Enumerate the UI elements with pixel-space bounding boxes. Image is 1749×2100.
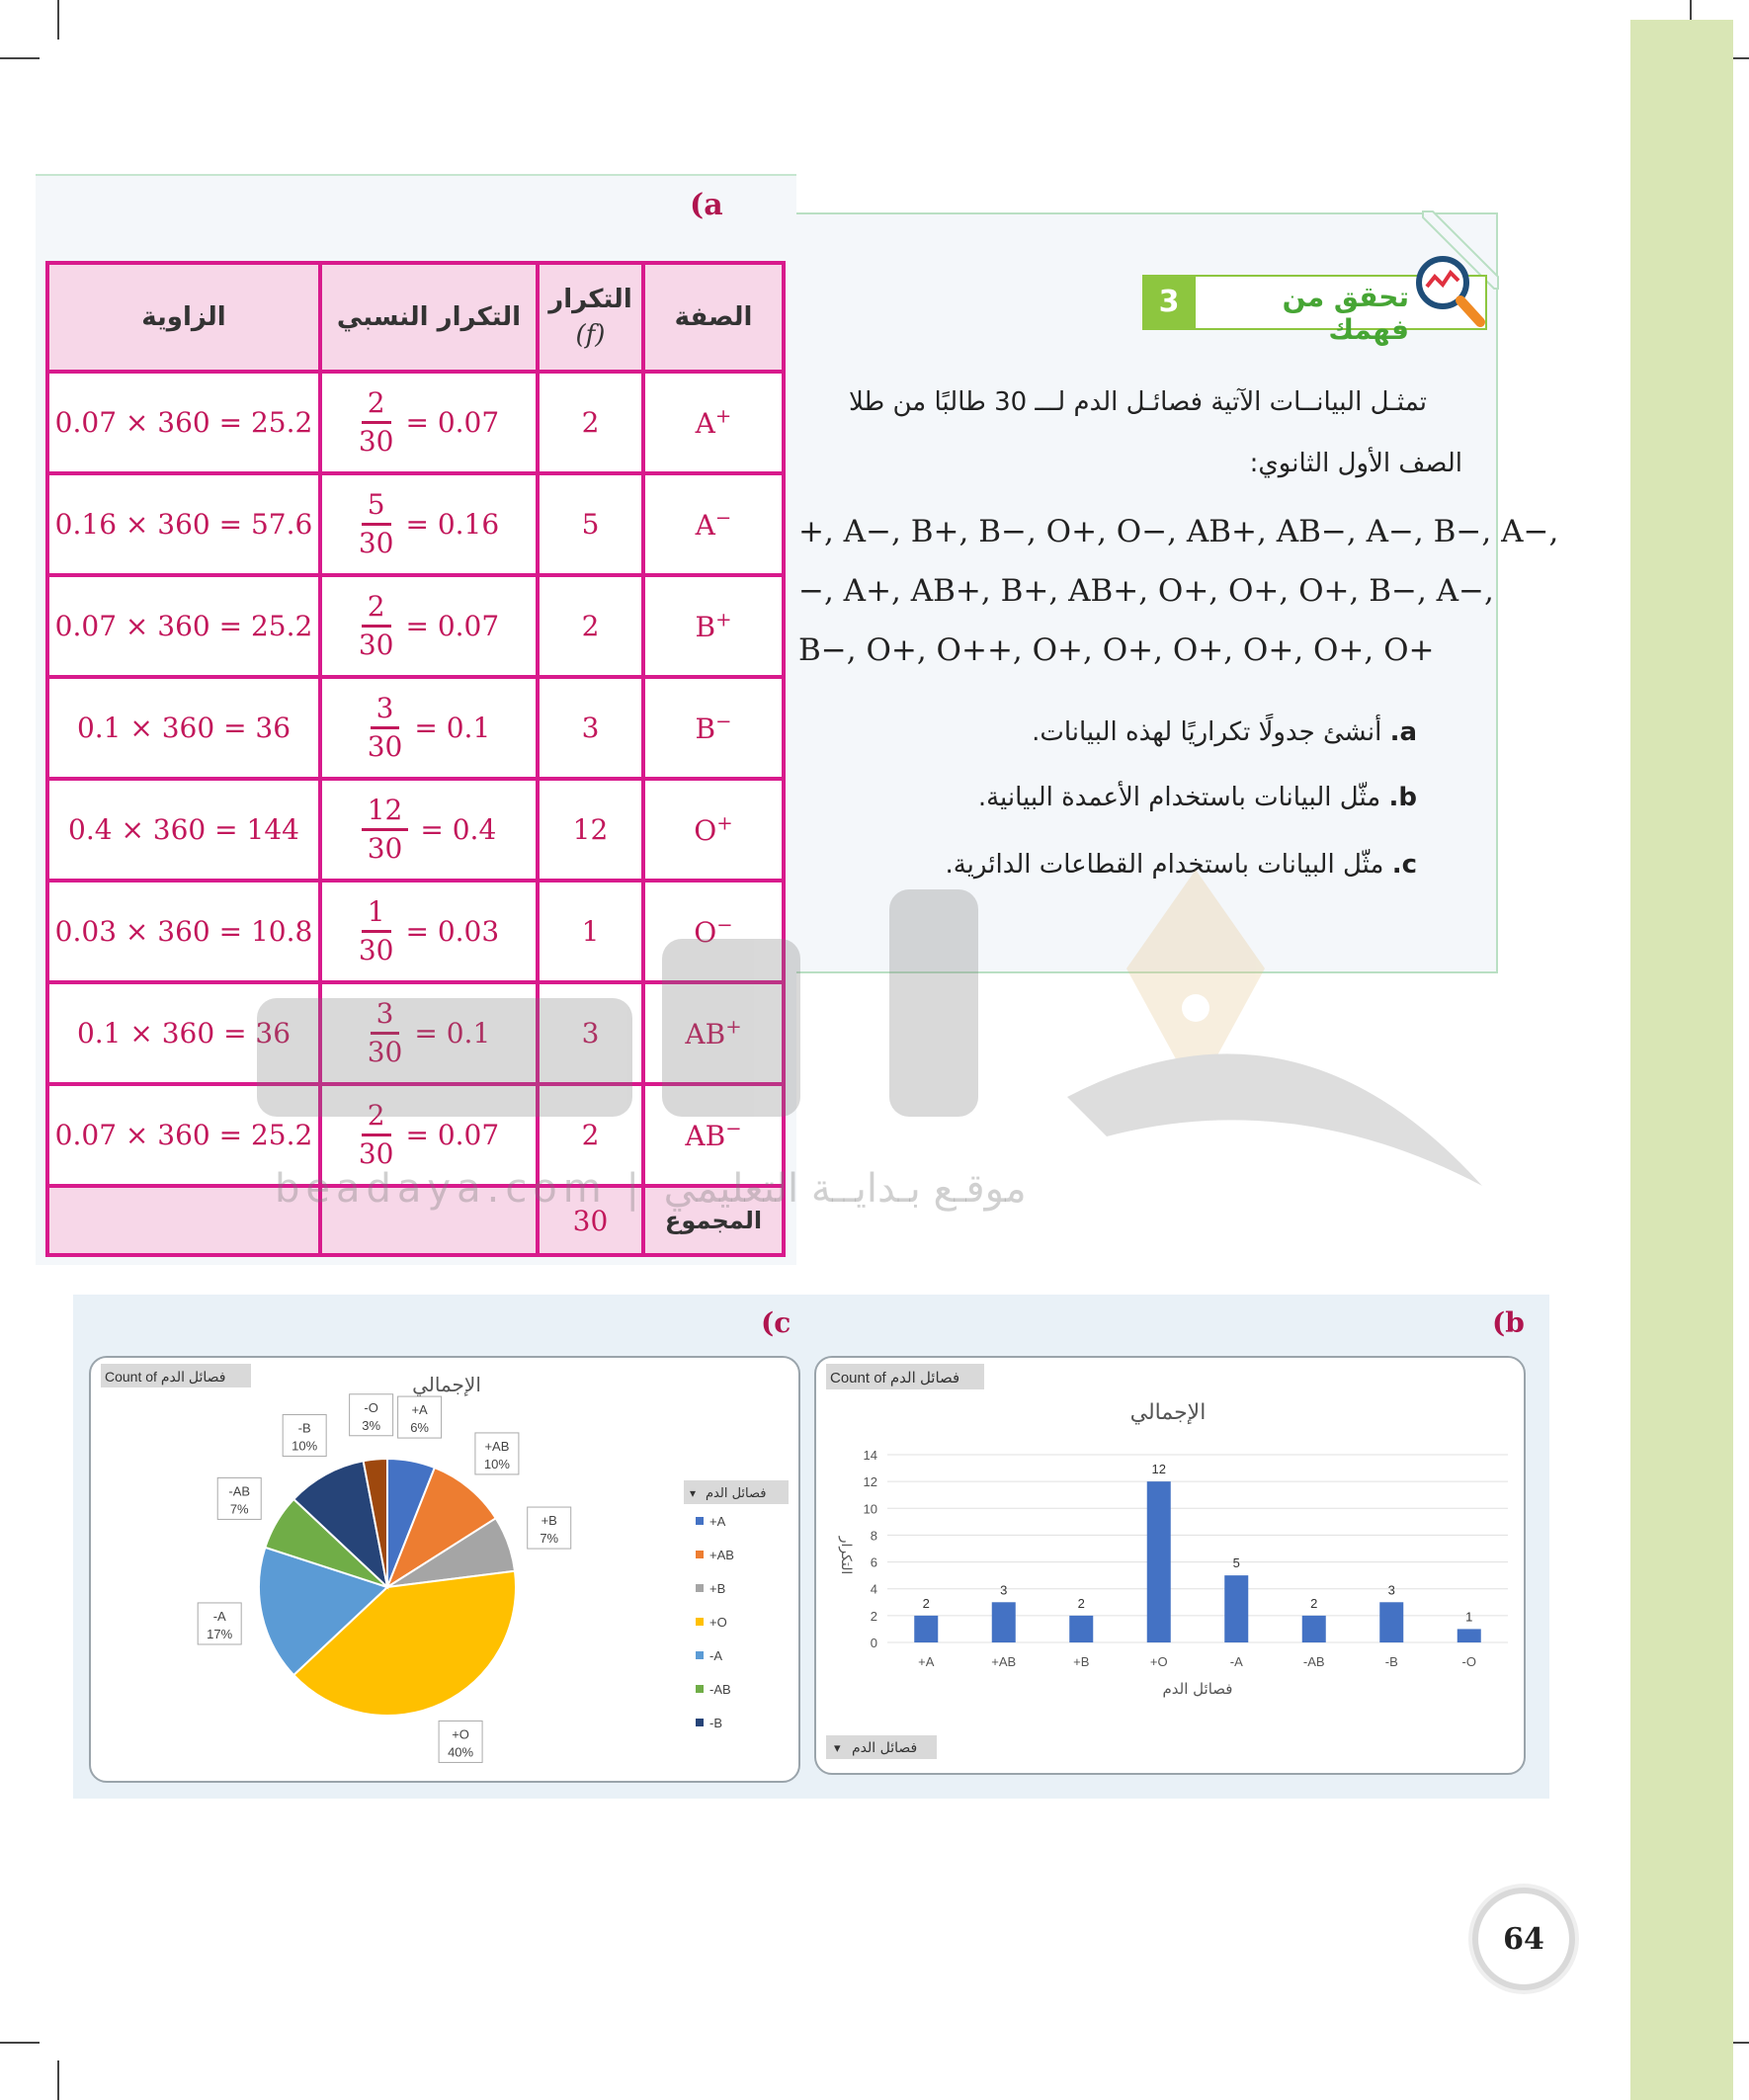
- bar-value-label: 5: [1232, 1555, 1240, 1571]
- fraction: [362, 795, 409, 865]
- pie-data-label-percent: 40%: [448, 1744, 474, 1760]
- blood-type-cell: [643, 575, 784, 677]
- pie-data-label-percent: 6%: [410, 1420, 430, 1436]
- angle-cell: 0.07 × 360 = 25.2: [47, 372, 320, 473]
- table-body: [47, 372, 784, 1186]
- relative-frequency-group: [322, 591, 536, 661]
- blood-type-label: [695, 506, 732, 543]
- total-label: المجموع: [643, 1186, 784, 1255]
- relative-frequency-group: [322, 896, 536, 966]
- page-number: 64: [1472, 1888, 1575, 1990]
- relative-frequency-cell: [320, 575, 538, 677]
- header-type: الصفة: [643, 263, 784, 372]
- pie-data-label-name: +B: [541, 1513, 557, 1529]
- blood-type-base: O: [694, 814, 717, 848]
- pie-data-label-percent: 3%: [362, 1417, 381, 1433]
- bar-chart-card: [814, 1356, 1526, 1775]
- pie-data-label-name: -AB: [228, 1483, 251, 1499]
- relative-value: = 0.07: [405, 406, 500, 439]
- blood-type-base: AB: [685, 1120, 726, 1153]
- relative-frequency-group: [322, 693, 536, 763]
- fraction: [368, 693, 403, 763]
- task-c-text: مثّل البيانات باستخدام القطاعات الدائرية.: [945, 850, 1384, 880]
- crop-mark: [0, 57, 40, 59]
- bar: [1302, 1616, 1326, 1642]
- blood-type-base: A: [695, 407, 715, 441]
- legend-swatch: [696, 1651, 704, 1659]
- fraction-denominator: 30: [358, 934, 394, 966]
- angle-cell: 0.1 × 360 = 36: [47, 982, 320, 1084]
- blood-type-label: [685, 1015, 742, 1051]
- bar-value-label: 3: [1387, 1582, 1395, 1598]
- section-c-label: (c: [761, 1306, 791, 1339]
- pie-data-label-name: -O: [364, 1399, 378, 1415]
- frequency-cell: 2: [538, 575, 643, 677]
- blood-type-sign: +: [725, 1015, 742, 1039]
- relative-frequency-group: [322, 795, 536, 865]
- fraction: [359, 1100, 394, 1170]
- table-row: [47, 575, 784, 677]
- bar: [1224, 1575, 1248, 1642]
- fraction-numerator: 12: [362, 795, 409, 831]
- relative-frequency-group: [322, 998, 536, 1068]
- y-tick-label: 2: [870, 1608, 877, 1624]
- fraction: [359, 489, 394, 559]
- blood-type-cell: [643, 473, 784, 575]
- crop-mark: [57, 0, 59, 40]
- x-axis-label: فصائل الدم: [1162, 1680, 1233, 1698]
- bar-value-label: 1: [1465, 1609, 1473, 1625]
- bar-chart: [816, 1358, 1524, 1773]
- pie-data-label-percent: 7%: [229, 1501, 249, 1517]
- fraction-denominator: 30: [367, 1036, 403, 1068]
- y-tick-label: 4: [870, 1581, 877, 1597]
- filter-button-label: فصائل الدم: [852, 1740, 918, 1756]
- pie-chart: [91, 1358, 798, 1781]
- relative-value: = 0.1: [414, 1017, 491, 1050]
- frequency-cell: 2: [538, 1084, 643, 1186]
- blood-type-cell: [643, 779, 784, 881]
- check-number: 3: [1142, 275, 1196, 328]
- blood-type-base: B: [695, 713, 716, 746]
- angle-cell: 0.07 × 360 = 25.2: [47, 1084, 320, 1186]
- header-frequency: [538, 263, 643, 372]
- y-tick-label: 14: [863, 1448, 877, 1463]
- legend-item: +A: [709, 1514, 726, 1529]
- blood-type-label: [695, 404, 732, 441]
- fraction-numerator: 5: [362, 489, 391, 526]
- bar-value-label: 3: [1000, 1582, 1008, 1598]
- blood-data-line-1: +, A−, B+, B−, O+, O−, AB+, AB−, A−, B−, A−,: [798, 514, 1559, 549]
- legend-swatch: [696, 1517, 704, 1525]
- relative-frequency-cell: [320, 372, 538, 473]
- header-frequency-symbol: (f): [575, 320, 606, 350]
- blood-type-label: [694, 811, 733, 848]
- fraction-denominator: 30: [367, 832, 403, 865]
- fraction-denominator: 30: [358, 1137, 394, 1170]
- fraction-numerator: 3: [371, 693, 400, 729]
- angle-cell: 0.1 × 360 = 36: [47, 677, 320, 779]
- relative-frequency-group: [322, 489, 536, 559]
- x-tick-label: -AB: [1302, 1654, 1325, 1669]
- blood-data-line-2: −, A+, AB+, B+, AB+, O+, O+, O+, B−, A−,: [798, 573, 1494, 609]
- blood-type-sign: +: [715, 608, 732, 631]
- legend-item: -B: [709, 1716, 722, 1730]
- y-tick-label: 8: [870, 1528, 877, 1544]
- legend-item: +B: [709, 1581, 726, 1596]
- legend-item: -A: [709, 1648, 722, 1663]
- watermark-text: beadaya.com | موقـع بـدايــة التعليمي: [275, 1166, 1027, 1212]
- crop-mark: [0, 2042, 40, 2044]
- filter-dropdown-icon: ▾: [834, 1741, 841, 1756]
- blood-type-label: [694, 913, 733, 950]
- bar: [992, 1602, 1016, 1642]
- section-b-label: (b: [1492, 1306, 1525, 1339]
- pie-data-label-percent: 10%: [292, 1438, 318, 1454]
- fraction-denominator: 30: [358, 629, 394, 661]
- y-axis-label: التكرار: [838, 1536, 854, 1575]
- legend-swatch: [696, 1618, 704, 1626]
- frequency-cell: 12: [538, 779, 643, 881]
- blood-type-label: [695, 710, 732, 746]
- frequency-cell: 3: [538, 982, 643, 1084]
- blood-data-line-3: B−, O+, O++, O+, O+, O+, O+, O+, O+: [798, 632, 1435, 668]
- fraction-numerator: 3: [371, 998, 400, 1035]
- legend-item: +O: [709, 1615, 727, 1630]
- total-frequency: 30: [538, 1186, 643, 1255]
- blood-type-label: [685, 1117, 742, 1153]
- frequency-cell: 5: [538, 473, 643, 575]
- relative-frequency-group: [322, 387, 536, 458]
- pie-data-label-name: +O: [452, 1726, 469, 1742]
- y-tick-label: 10: [863, 1501, 877, 1517]
- fraction-numerator: 2: [362, 591, 391, 628]
- blood-type-base: A: [695, 509, 715, 543]
- fraction: [368, 998, 403, 1068]
- angle-cell: 0.4 × 360 = 144: [47, 779, 320, 881]
- x-tick-label: -A: [1229, 1654, 1243, 1669]
- x-tick-label: +O: [1149, 1654, 1168, 1669]
- fraction-denominator: 30: [358, 527, 394, 559]
- x-tick-label: +AB: [991, 1654, 1017, 1669]
- table-row: [47, 982, 784, 1084]
- angle-cell: 0.03 × 360 = 10.8: [47, 881, 320, 982]
- legend-title: فصائل الدم: [706, 1486, 767, 1501]
- panel-tag: Count of فصائل الدم: [830, 1370, 960, 1386]
- frequency-table: [45, 261, 786, 1257]
- relative-frequency-cell: [320, 982, 538, 1084]
- magnifier-chart-icon: [1415, 255, 1484, 328]
- bar: [1147, 1481, 1171, 1642]
- check-title: تحقق من فهمك: [1282, 281, 1409, 346]
- blood-type-cell: [643, 982, 784, 1084]
- bar-value-label: 2: [1310, 1595, 1318, 1611]
- relative-frequency-cell: [320, 677, 538, 779]
- chart-title: الإجمالي: [1129, 1400, 1207, 1425]
- intro-line-2: الصف الأول الثانوي:: [1249, 449, 1462, 478]
- blood-type-base: B: [695, 611, 716, 644]
- legend-dropdown-icon: ▾: [690, 1486, 697, 1500]
- panel-tag: Count of فصائل الدم: [105, 1369, 226, 1385]
- fraction: [359, 591, 394, 661]
- legend-swatch: [696, 1584, 704, 1592]
- bar: [1069, 1616, 1093, 1642]
- fraction-denominator: 30: [358, 425, 394, 458]
- x-tick-label: -O: [1461, 1654, 1476, 1669]
- pie-data-label-percent: 7%: [540, 1531, 559, 1547]
- relative-frequency-cell: [320, 881, 538, 982]
- relative-value: = 0.16: [405, 508, 500, 541]
- legend-item: -AB: [709, 1682, 731, 1697]
- legend-swatch: [696, 1719, 704, 1726]
- fraction: [359, 896, 394, 966]
- bar: [1458, 1629, 1481, 1642]
- table-row: [47, 677, 784, 779]
- blood-type-sign: −: [714, 506, 732, 530]
- bar-value-label: 2: [1077, 1595, 1085, 1611]
- frequency-cell: 1: [538, 881, 643, 982]
- angle-cell: 0.16 × 360 = 57.6: [47, 473, 320, 575]
- fraction-numerator: 1: [362, 896, 391, 933]
- crop-mark: [57, 2060, 59, 2100]
- bar-value-label: 2: [922, 1595, 930, 1611]
- relative-frequency-cell: [320, 779, 538, 881]
- blood-type-sign: −: [716, 913, 733, 937]
- legend-item: +AB: [709, 1548, 734, 1562]
- task-c-letter: c.: [1391, 850, 1417, 880]
- fraction-numerator: 2: [362, 387, 391, 424]
- frequency-cell: 2: [538, 372, 643, 473]
- pie-data-label-name: +A: [411, 1402, 428, 1418]
- blood-type-sign: −: [715, 710, 732, 733]
- y-tick-label: 6: [870, 1554, 877, 1570]
- fraction: [359, 387, 394, 458]
- task-b: [978, 783, 1417, 812]
- pie-chart-card: [89, 1356, 800, 1783]
- task-a: [1032, 717, 1417, 747]
- x-tick-label: +B: [1073, 1654, 1090, 1669]
- y-tick-label: 0: [870, 1636, 877, 1650]
- blood-type-base: O: [694, 916, 717, 950]
- task-a-text: أنشئ جدولًا تكراريًا لهذه البيانات.: [1032, 717, 1382, 747]
- intro-line-1: تمثـل البيانــات الآتية فصائـل الدم لـــ 30 طالبًا من طلا: [849, 387, 1427, 417]
- fraction-denominator: 30: [367, 730, 403, 763]
- task-b-text: مثّل البيانات باستخدام الأعمدة البيانية.: [977, 783, 1381, 812]
- section-a-label: (a: [690, 188, 723, 222]
- relative-value: = 0.1: [414, 712, 491, 744]
- chart-title: الإجمالي: [412, 1373, 481, 1396]
- table-row: [47, 779, 784, 881]
- x-tick-label: -B: [1384, 1654, 1398, 1669]
- x-tick-label: +A: [918, 1654, 935, 1669]
- header-angle: الزاوية: [47, 263, 320, 372]
- blood-type-sign: +: [716, 811, 733, 835]
- bar-value-label: 12: [1151, 1462, 1166, 1477]
- pie-data-label-percent: 17%: [207, 1626, 233, 1641]
- task-b-letter: b.: [1388, 783, 1417, 812]
- blood-type-cell: [643, 881, 784, 982]
- task-c: [945, 850, 1417, 880]
- relative-frequency-group: [322, 1100, 536, 1170]
- bar: [1379, 1602, 1403, 1642]
- blood-type-label: [695, 608, 732, 644]
- relative-value: = 0.03: [405, 915, 500, 948]
- pie-data-label-percent: 10%: [483, 1456, 510, 1471]
- blood-type-cell: [643, 677, 784, 779]
- blood-type-sign: +: [714, 404, 732, 428]
- header-frequency-label: التكرار: [548, 285, 632, 314]
- frequency-cell: 3: [538, 677, 643, 779]
- page-side-strip: [1630, 20, 1733, 2100]
- table-row: [47, 881, 784, 982]
- legend-swatch: [696, 1551, 704, 1558]
- table-header-row: [47, 263, 784, 372]
- pie-data-label-name: +AB: [484, 1438, 510, 1454]
- fraction-numerator: 2: [362, 1100, 391, 1136]
- pie-data-label-name: -A: [212, 1608, 226, 1624]
- header-relative-frequency: التكرار النسبي: [320, 263, 538, 372]
- relative-frequency-cell: [320, 473, 538, 575]
- bar: [914, 1616, 938, 1642]
- pie-data-label-name: -B: [297, 1420, 311, 1436]
- legend-swatch: [696, 1685, 704, 1693]
- angle-cell: 0.07 × 360 = 25.2: [47, 575, 320, 677]
- table-row: [47, 473, 784, 575]
- relative-value: = 0.4: [420, 813, 497, 846]
- blood-type-sign: −: [725, 1117, 742, 1140]
- y-tick-label: 12: [863, 1474, 877, 1490]
- table-row: [47, 372, 784, 473]
- relative-value: = 0.07: [405, 610, 500, 642]
- relative-value: = 0.07: [405, 1119, 500, 1151]
- blood-type-base: AB: [685, 1018, 726, 1051]
- task-a-letter: a.: [1389, 717, 1417, 747]
